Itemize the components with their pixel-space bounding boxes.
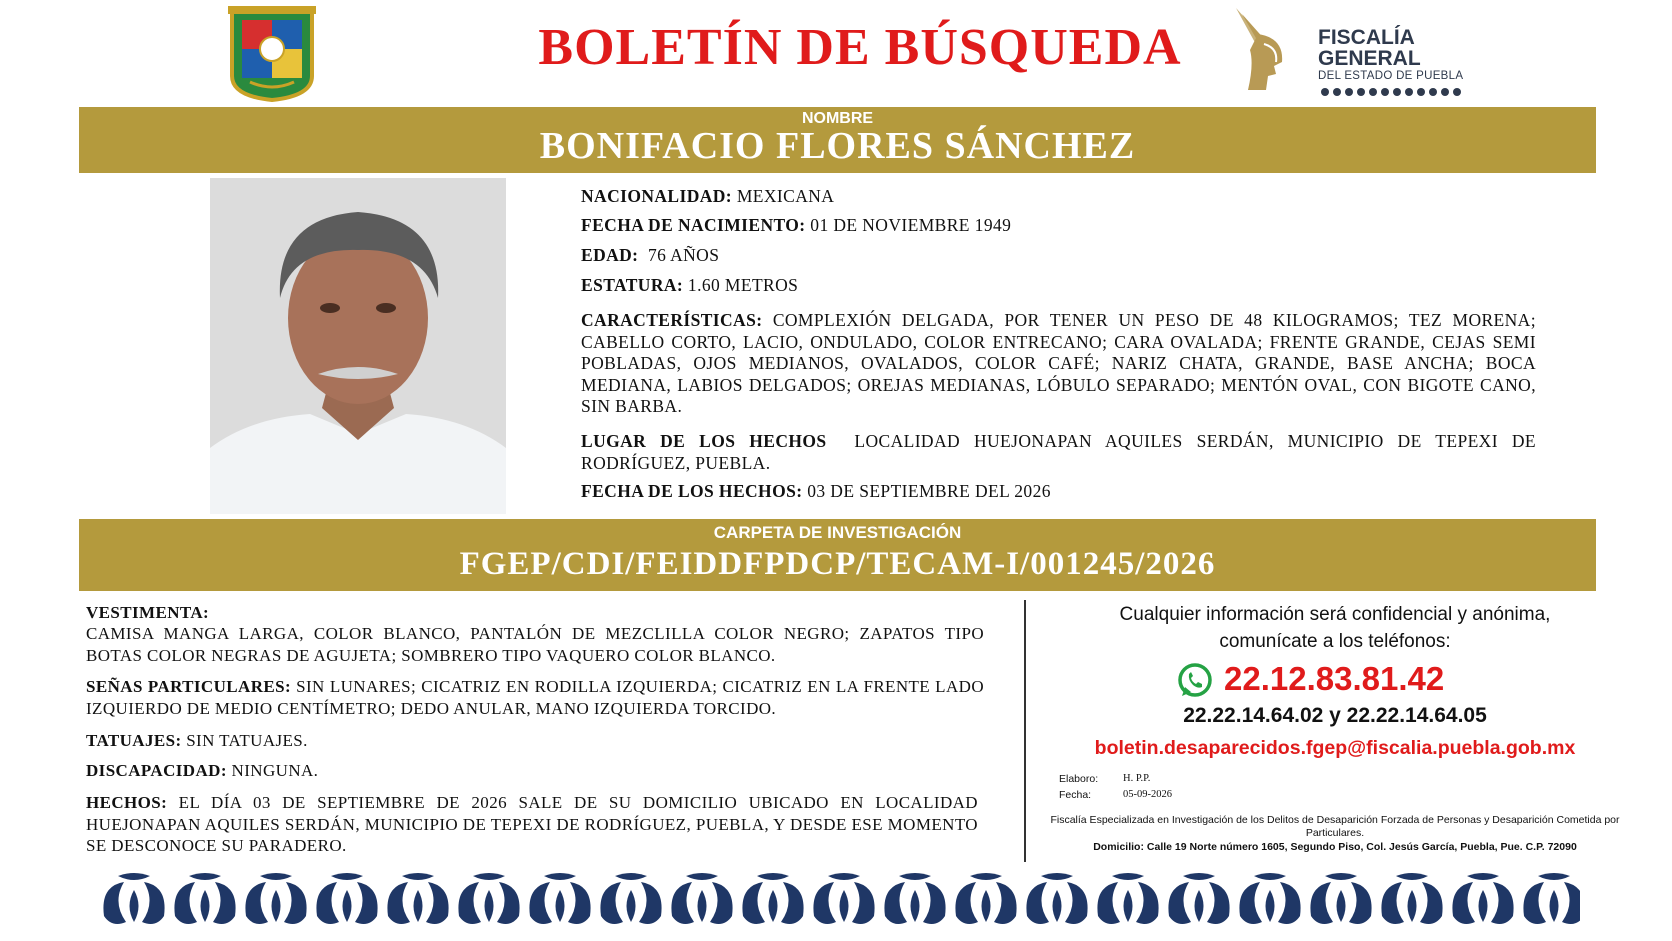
birthdate-value: 01 DE NOVIEMBRE 1949 (810, 215, 1012, 235)
tattoos-value: SIN TATUAJES. (186, 731, 308, 750)
fecha-value: 05-09-2026 (1123, 789, 1172, 800)
height-row (581, 275, 798, 297)
age-row (581, 245, 719, 267)
fiscalia-head-logo-icon (1228, 4, 1290, 96)
pattern-motif (955, 873, 1016, 924)
pattern-motif (1452, 873, 1513, 924)
place-row (581, 431, 1536, 474)
birthdate-row (581, 215, 1011, 237)
office-name: Fiscalía Especializada en Investigación de los Delitos de Desaparición Forzada de Personas y Desaparición Cometida por Particulares. (1050, 814, 1620, 839)
pattern-motif (813, 873, 874, 924)
pattern-motif (316, 873, 377, 924)
confidential-notice: Cualquier información será confidencial y anónima, (1119, 604, 1551, 625)
pattern-motif (387, 873, 448, 924)
features-value: COMPLEXIÓN DELGADA, POR TENER UN PESO DE 48 KILOGRAMOS; TEZ MORENA; CABELLO CORTO, LACIO, ONDULADO, COLOR ENTRECANO; CARA OVALADA; FRENTE GRANDE, CEJAS SEMI POBLADAS, OJOS MEDIANOS, OVALADOS, COLOR CAFÉ; NARIZ CHATA, GRANDE, BASE ANCHA; BOCA MEDIANA, LABIOS DELGADOS; OREJAS MEDIANAS, LÓBULO SEPARADO; MENTÓN OVAL, CON BIGOTE CANO, SIN BARBA. (581, 310, 1536, 416)
nationality-label: NACIONALIDAD: (581, 186, 733, 206)
clothing-value: CAMISA MANGA LARGA, COLOR BLANCO, PANTALÓN DE MEZCLILLA COLOR NEGRO; ZAPATOS TIPO BOTAS COLOR NEGRAS DE AGUJETA; SOMBRERO TIPO VAQUERO COLOR BLANCO. (86, 624, 984, 665)
main-phone-link[interactable]: 22.12.83.81.42 (1224, 660, 1445, 697)
pattern-motif (1097, 873, 1158, 924)
pattern-motif (1239, 873, 1300, 924)
other-phones[interactable]: 22.22.14.64.02 y 22.22.14.64.05 (1183, 704, 1487, 727)
section-divider (1024, 600, 1026, 862)
marks-row (86, 676, 984, 719)
pattern-motif (1523, 873, 1580, 924)
event-date-label: FECHA DE LOS HECHOS: (581, 481, 803, 501)
agency-line1: FISCALÍA (1318, 26, 1415, 49)
address-row (1040, 841, 1630, 853)
case-number: FGEP/CDI/FEIDDFPDCP/TECAM-I/001245/2026 (459, 546, 1216, 582)
contact-prompt: comunícate a los teléfonos: (1219, 631, 1451, 652)
features-label: CARACTERÍSTICAS: (581, 310, 763, 330)
fiscalia-logo-pattern (1320, 84, 1468, 94)
tattoos-label: TATUAJES: (86, 731, 182, 750)
elaboro-label: Elaboro: (1059, 773, 1099, 785)
pattern-motif (742, 873, 803, 924)
nationality-row (581, 186, 834, 208)
person-name: BONIFACIO FLORES SÁNCHEZ (539, 125, 1136, 167)
pattern-motif (1026, 873, 1087, 924)
pattern-motif (174, 873, 235, 924)
facts-label: HECHOS: (86, 793, 168, 812)
pattern-motif (600, 873, 661, 924)
facts-value: EL DÍA 03 DE SEPTIEMBRE DE 2026 SALE DE SU DOMICILIO UBICADO EN LOCALIDAD HUEJONAPAN AQUILES SERDÁN, MUNICIPIO DE TEPEXI DE RODRÍGUEZ, PUEBLA, Y DESDE ESE MOMENTO SE DESCONOCE SU PARADERO. (86, 793, 978, 855)
nationality-value: MEXICANA (736, 186, 835, 206)
tattoos-row (86, 730, 308, 752)
event-date-value: 03 DE SEPTIEMBRE DEL 2026 (807, 481, 1051, 501)
facts-row (86, 792, 978, 857)
fecha-label: Fecha: (1059, 789, 1092, 801)
pattern-motif (245, 873, 306, 924)
birthdate-label: FECHA DE NACIMIENTO: (581, 215, 806, 235)
case-label: CARPETA DE INVESTIGACIÓN (713, 523, 962, 542)
height-label: ESTATURA: (581, 275, 684, 295)
disability-value: NINGUNA. (231, 761, 319, 780)
pattern-motif (103, 873, 164, 924)
address-value: Calle 19 Norte número 1605, Segundo Piso, Col. Jesús García, Puebla, Pue. C.P. 72090 (1146, 841, 1577, 853)
email-link[interactable]: boletin.desaparecidos.fgep@fiscalia.puebla.gob.mx (1094, 737, 1576, 759)
disability-label: DISCAPACIDAD: (86, 761, 227, 780)
address-label: Domicilio: (1093, 841, 1144, 853)
elaboro-value: H. P.P. (1123, 773, 1151, 784)
puebla-state-crest (228, 6, 316, 102)
fiscalia-logo-text (1318, 28, 1478, 83)
whatsapp-icon (1176, 662, 1214, 700)
pattern-motif (671, 873, 732, 924)
pattern-motif (458, 873, 519, 924)
features-row (581, 310, 1536, 418)
agency-line3: DEL ESTADO DE PUEBLA (1318, 70, 1464, 82)
agency-line2: GENERAL (1318, 47, 1421, 70)
pattern-motif (1381, 873, 1442, 924)
person-photo (210, 178, 506, 514)
pattern-motif (1168, 873, 1229, 924)
age-label: EDAD: (581, 245, 639, 265)
talavera-footer-pattern (100, 872, 1580, 936)
place-value: LOCALIDAD HUEJONAPAN AQUILES SERDÁN, MUNICIPIO DE TEPEXI DE RODRÍGUEZ, PUEBLA. (581, 431, 1536, 473)
disability-row (86, 760, 318, 782)
pattern-motif (1310, 873, 1371, 924)
event-date-row (581, 481, 1051, 503)
height-value: 1.60 METROS (687, 275, 799, 295)
age-value: 76 AÑOS (647, 245, 720, 265)
bulletin-title: BOLETÍN DE BÚSQUEDA (538, 19, 1182, 76)
pattern-motif (884, 873, 945, 924)
marks-value: SIN LUNARES; CICATRIZ EN RODILLA IZQUIERDA; CICATRIZ EN LA FRENTE LADO IZQUIERDO DE MEDIO CENTÍMETRO; DEDO ANULAR, MANO IZQUIERDA TORCIDO. (86, 677, 984, 718)
marks-label: SEÑAS PARTICULARES: (86, 677, 292, 696)
clothing-label: VESTIMENTA: (86, 603, 210, 622)
pattern-motif (529, 873, 590, 924)
place-label: LUGAR DE LOS HECHOS (581, 431, 827, 451)
name-label: NOMBRE (801, 110, 874, 127)
